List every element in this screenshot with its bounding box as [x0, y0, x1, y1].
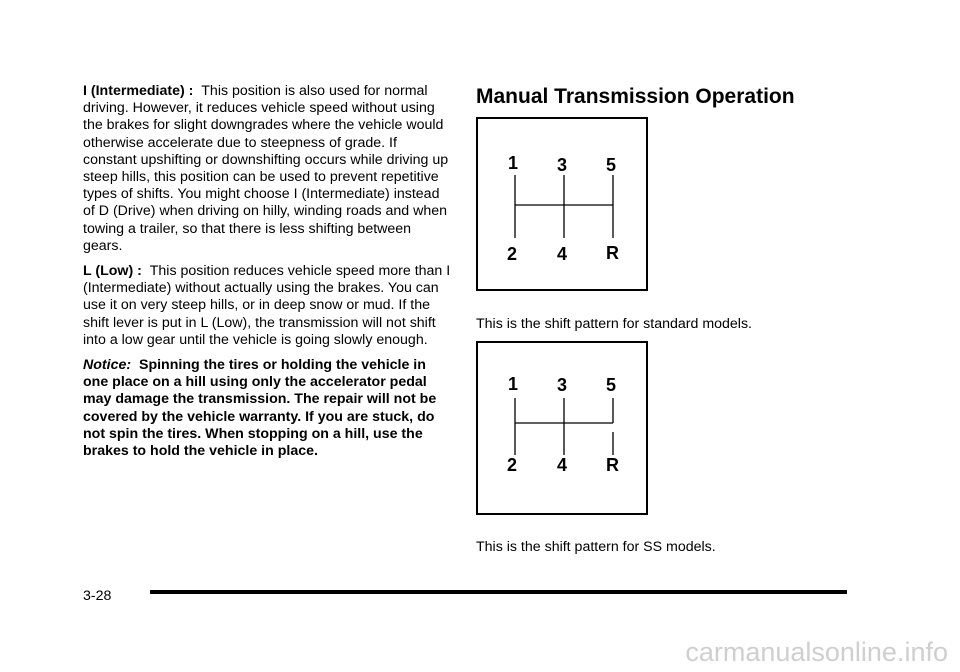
- low-text: This position reduces vehicle speed more than I (Intermediate) without actually using the brakes. You can use it on very steep hills, or in deep snow or mud. If the shift lever is put in L (Low), the transmission will not shift into a low gear until the vehicle is going slowly enough.: [83, 263, 451, 348]
- low-term: L (Low) :: [83, 263, 142, 280]
- page-number: 3-28: [83, 588, 112, 604]
- footer-rule: [150, 590, 847, 594]
- shift-pattern-standard-diagram: [476, 117, 648, 291]
- section-title: Manual Transmission Operation: [476, 85, 795, 108]
- intermediate-term: I (Intermediate) :: [83, 83, 194, 99]
- watermark: carmanualsonline.info: [685, 637, 948, 667]
- gear-3-label: 3: [557, 155, 568, 175]
- notice-paragraph: [83, 357, 451, 460]
- body-text-column: [83, 83, 451, 468]
- notice-label: Notice:: [83, 357, 132, 374]
- gear-4-label: 4: [557, 455, 568, 475]
- intermediate-paragraph: [83, 83, 451, 255]
- gear-1-label: 1: [508, 374, 519, 394]
- reverse-label: R: [606, 243, 619, 263]
- reverse-label: R: [606, 455, 619, 475]
- shift-pattern-ss-diagram: [476, 341, 648, 515]
- low-paragraph: [83, 263, 451, 349]
- gear-2-label: 2: [507, 244, 518, 264]
- gear-5-label: 5: [606, 375, 617, 395]
- standard-caption: This is the shift pattern for standard models.: [476, 316, 752, 332]
- gear-2-label: 2: [507, 455, 518, 475]
- notice-text: Spinning the tires or holding the vehicle in one place on a hill using only the accelerator pedal may damage the transmission. The repair will not be covered by the vehicle warranty. If you are stuck, do not spin the tires. When stopping on a hill, use the brakes to hold the vehicle in place.: [83, 357, 437, 460]
- gear-5-label: 5: [606, 155, 617, 175]
- gear-3-label: 3: [557, 375, 568, 395]
- intermediate-text: This position is also used for normal driving. However, it reduces vehicle speed without using the brakes for slight downgrades where the vehicle would otherwise accelerate due to steepness of grade. If constant upshifting or downshifting occurs while driving up steep hills, this position can be used to prevent repetitive types of shifts. You might choose I (Intermediate) instead of D (Drive) when driving on hilly, winding roads and when towing a trailer, so that there is less shifting between gears.: [83, 83, 449, 254]
- gear-1-label: 1: [508, 153, 519, 173]
- gear-4-label: 4: [557, 244, 568, 264]
- ss-caption: This is the shift pattern for SS models.: [476, 539, 716, 555]
